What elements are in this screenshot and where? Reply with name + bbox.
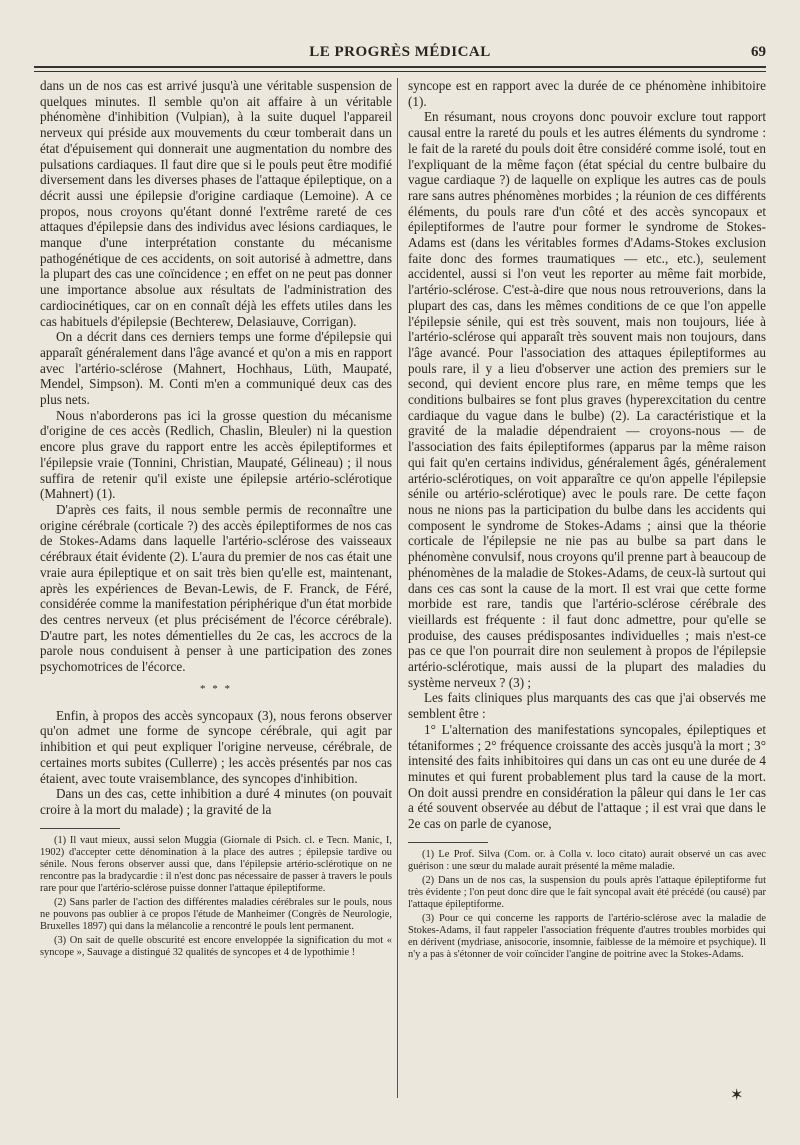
end-ornament-icon: ✶ bbox=[730, 1087, 744, 1104]
right-paragraph: 1° L'alternation des manifestations syncopales, épileptiques et tétaniformes ; 2° fréquence croissante des accès jusqu'à la mort ; 3° intensité des faits inhibitoires qui dans un cas ont eu une durée de 4 minutes et qui furent probablement plus tard la cause de la mort. On doit aussi prendre en considération la pâleur qui dans le 1er cas a été souvent observée au début de l'attaque ; il est vrai que dans le 2e cas on parle de cyanose, bbox=[408, 721, 766, 832]
left-column bbox=[40, 78, 392, 961]
right-paragraph: syncope est en rapport avec la durée de ce phénomène inhibitoire (1). bbox=[408, 78, 766, 109]
page-number: 69 bbox=[751, 44, 766, 60]
footnote: (3) On sait de quelle obscurité est encore enveloppée la signification du mot « syncope », Sauvage a distingué 32 qualités de syncopes et 4 de lypothimie ! bbox=[40, 934, 392, 958]
header-rule-thin bbox=[34, 71, 766, 72]
right-footnotes bbox=[408, 849, 766, 961]
right-paragraph: En résumant, nous croyons donc pouvoir exclure tout rapport causal entre la rareté du pouls et les autres éléments du syndrome : le fait de la rareté du pouls doit être considéré comme isolé, tout en l'expliquant de la même façon (état spécial du centre bulbaire du vague cardiaque ?) de laquelle on explique les autres cas de pouls rare sans autres phénomènes morbides ; la réunion de ces différents éléments, du pouls rare d'un côté et des accès syncopaux et épileptiformes de l'autre pour former le syndrome de Stokes-Adams est (dans les véritables formes d'Adams-Stokes exclusion faite donc des formes traumatiques — etc., etc.), seulement accidentel, aussi si l'on veut les reporter au même fait morbide, l'artério-sclérose. C'est-à-dire que nous nous retrouverions, dans la plupart des cas, dans les mêmes conditions de ce que l'on appelle l'épilepsie sénile, qui est très souvent, mais non toujours, liée à l'artério-sclérose qui apparaît très souvent mais non toujours, dans l'âge avancé. Pour l'association des attaques épileptiformes au pouls rare, il y a lieu d'observer une action des premiers sur le second, qui devient encore plus rare, en même temps que les conditions bulbaires se font plus graves (hyperexcitation du centre cardiaque du vague dans le bulbe) (2). La caractéristique et la gravité de la maladie dépendraient — croyons-nous — de l'association des faits épileptiformes (apparus par la même raison qui fait qu'en certains individus, généralement âgés, généralement artério-sclérotiques, on voit apparaître ce qu'on appelle l'épilepsie sénile ou artério-sclérotique) avec le pouls rare. De cette façon nous ne nions pas la participation du bulbe dans les accidents qui composent le syndrome de Stokes-Adams ; ainsi que la théorie corticale de l'épilepsie ne nie pas au bulbe sa part dans le phénomène convulsif, nous croyons qu'il prenne part à beaucoup de phénomènes de la maladie de Stokes-Adams, de ceux-là surtout qui dans ces cas sont la cause de la mort. Il est vrai que cette forme morbide est rare, tandis que l'artério-sclérose cérébrale des vieillards est fréquente : il faut donc admettre, pour qu'elle se produise, des causes prédisposantes individuelles ; mais n'est-ce pas ce que l'on pourrait dire non seulement à propos de l'épilepsie artério-sclérotique, mais aussi de la plupart des maladies du système nerveux ? (3) ; bbox=[408, 109, 766, 690]
right-body bbox=[408, 78, 766, 832]
left-paragraph: Dans un des cas, cette inhibition a duré 4 minutes (on pouvait croire à la mort du malade) ; la gravité de la bbox=[40, 786, 392, 817]
right-column bbox=[408, 78, 766, 963]
footnote: (1) Le Prof. Silva (Com. or. à Colla v. loco citato) aurait observé un cas avec guérison : une sœur du malade aurait présenté la même maladie. bbox=[408, 848, 766, 872]
section-separator: * * * bbox=[200, 682, 232, 695]
left-footnotes bbox=[40, 835, 392, 959]
footnote: (2) Sans parler de l'action des différentes maladies cérébrales sur le pouls, nous ne pouvons pas oublier à ce propos l'étude de Manheimer (Congrès de Neurologie, Bruxelles 1897) qui dans la mélancolie a rencontré le pouls lent permanent. bbox=[40, 896, 392, 932]
footnote: (2) Dans un de nos cas, la suspension du pouls après l'attaque épileptiforme fut très évidente ; l'on peut donc dire que le fait syncopal avait été précédé (ou causé) par l'attaque épileptiforme. bbox=[408, 874, 766, 910]
left-paragraph: dans un de nos cas est arrivé jusqu'à une véritable suspension de quelques minutes. Il semble qu'on ait affaire à un véritable phénomène d'inhibition (Vulpian), à la suite duquel l'appareil nerveux qui préside aux mouvements du cœur tomberait dans un état d'épuisement qui donnerait une augmentation du nombre des pulsations cardiaques. Il faut dire que si le pouls peut être modifié diversement dans les diverses phases de l'attaque épileptique, on a décrit aussi une épilepsie d'origine cardiaque (Lemoine). A ce propos, nous croyons qu'étant donné l'extrême rareté de ces attaques d'épilepsie dans des individus avec lésions cardiaques, le manque d'une interprétation constante du mécanisme pathogénétique de ces accidents, on soit autorisé à admettre, dans la plupart des cas une coïncidence ; en effet on ne peut pas donner une importance absolue aux résultats de l'administration des cardiocinétiques, car on en connaît déjà les effets utiles dans les cas habituels d'épilepsie (Bechterew, Delasiauve, Corrigan). bbox=[40, 78, 392, 329]
column-divider bbox=[397, 78, 398, 1098]
right-paragraph: Les faits cliniques plus marquants des cas que j'ai observés me semblent être : bbox=[408, 690, 766, 722]
left-paragraph: On a décrit dans ces derniers temps une forme d'épilepsie qui apparaît généralement dans l'âge avancé et qu'on a mis en rapport avec l'artério-sclérose (Mahnert, Hochhaus, Lüth, Maupaté, Mendel, Simpson). M. Conti m'en a communiqué deux cas des plus nets. bbox=[40, 329, 392, 408]
left-paragraph: Nous n'aborderons pas ici la grosse question du mécanisme d'origine de ces accès (Redlich, Chaslin, Bleuler) ni la question encore plus grave du rapport entre les accès épileptiformes et l'épilepsie vraie (Tonnini, Christian, Maupaté, Gélineau) ; il nous suffira de retenir qu'il existe une épilepsie artério-sclérotique (Mahnert) (1). bbox=[40, 407, 392, 502]
left-paragraph: D'après ces faits, il nous semble permis de reconnaître une origine cérébrale (corticale ?) des accès épileptiformes de nos cas de Stokes-Adams dans laquelle l'artério-sclérose des vaisseaux cérébraux était évidente (2). L'aura du premier de nos cas était une vraie aura épileptique et on sait très bien qu'elle est, maintenant, après les expériences de Bevan-Lewis, de F. Franck, de Féré, considérée comme la manifestation périphérique d'un état morbide des centres nerveux (et plus précisément de l'écorce cérébrale). D'autre part, les notes démentielles du 2e cas, les accrocs de la parole nous conduisent à penser à une participation des zones psychomotrices de l'écorce. bbox=[40, 501, 392, 675]
running-header bbox=[34, 44, 766, 66]
footnote: (3) Pour ce qui concerne les rapports de l'artério-sclérose avec la maladie de Stokes-Adams, il faut rappeler l'association fréquente d'autres troubles morbides qui en dérivent (mydriase, anisocorie, insomnie, faiblesse de la mémoire et psychique). Il n'y a pas à s'étonner de voir coïncider l'angine de poitrine avec la Stokes-Adams. bbox=[408, 912, 766, 960]
left-body bbox=[40, 78, 392, 818]
journal-title: LE PROGRÈS MÉDICAL bbox=[309, 44, 491, 60]
footnote: (1) Il vaut mieux, aussi selon Muggia (Giornale di Psich. cl. e Tecn. Manic, I, 1902) d'accepter cette dénomination à la place des autres ; épilepsie tardive ou sénile. Nous ferons observer aussi que, dans l'épilepsie artério-sclérotique on ne rencontre pas la bradycardie : il n'est donc pas nécessaire de passer à travers le pouls rare pour que l'artério-sclérose puisse donner l'attaque épileptiforme. bbox=[40, 834, 392, 894]
header-rule-thick bbox=[34, 66, 766, 68]
footnote-rule bbox=[408, 842, 488, 843]
footnote-rule bbox=[40, 828, 120, 829]
left-paragraph: Enfin, à propos des accès syncopaux (3), nous ferons observer qu'on admet une forme de syncope cérébrale, qui agit par inhibition et qui peut expliquer l'origine nerveuse, cérébrale, de certaines morts subites (Cullerre) ; les accès présentés par nos cas étaient, avec toute vraisemblance, des syncopes d'inhibition. bbox=[40, 707, 392, 786]
